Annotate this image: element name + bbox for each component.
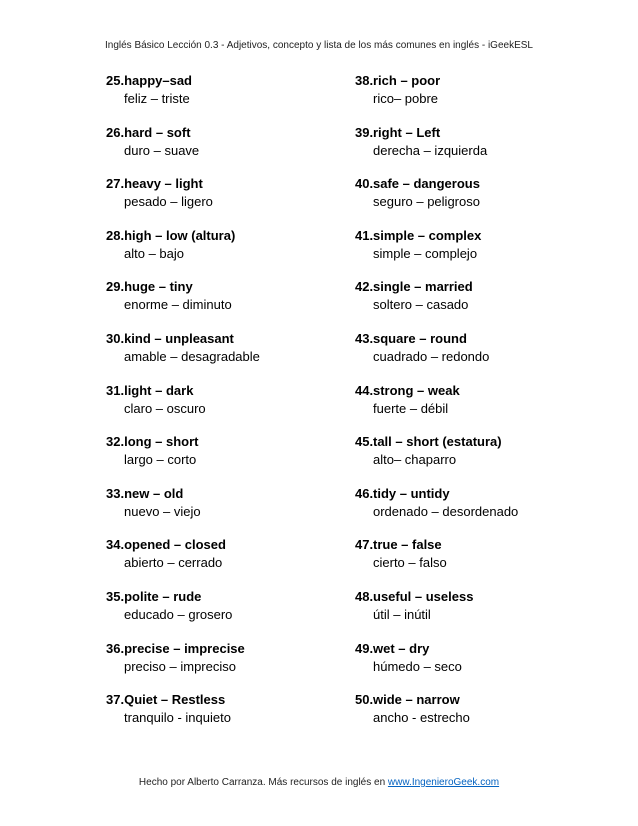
spanish-translation: útil – inútil [373, 606, 431, 622]
english-words: right – Left [373, 124, 441, 140]
spanish-translation: fuerte – débil [373, 400, 449, 416]
spanish-translation: ancho - estrecho [373, 710, 470, 726]
item-number: 39. [355, 124, 374, 140]
adjective-pair [106, 382, 346, 434]
spanish-translation: duro – suave [124, 142, 200, 158]
item-number: 30. [106, 330, 125, 346]
english-pair [355, 588, 595, 606]
spanish-translation: nuevo – viejo [124, 503, 201, 519]
page-header: Inglés Básico Lección 0.3 - Adjetivos, concepto y lista de los más comunes en inglés - iGeekESL [104, 40, 533, 51]
item-number: 35. [106, 588, 125, 604]
adjective-pair [355, 382, 595, 434]
english-pair [106, 588, 346, 606]
english-words: new – old [124, 485, 184, 501]
english-words: high – low (altura) [124, 227, 236, 243]
english-pair [355, 72, 595, 90]
adjective-pair [106, 640, 346, 692]
english-pair [355, 227, 595, 245]
item-number: 27. [106, 176, 125, 192]
item-number: 46. [355, 485, 374, 501]
spanish-translation: simple – complejo [373, 245, 478, 261]
footer-text: Hecho por Alberto Carranza. Más recursos de inglés en [138, 777, 388, 788]
adjective-pair [106, 691, 346, 743]
item-number: 41. [355, 227, 374, 243]
spanish-translation: alto– chaparro [373, 452, 457, 468]
item-number: 40. [355, 176, 374, 192]
item-number: 43. [355, 330, 374, 346]
english-pair [355, 433, 595, 451]
adjective-pair [355, 485, 595, 537]
item-number: 28. [106, 227, 125, 243]
english-pair [355, 330, 595, 348]
item-number: 44. [355, 382, 374, 398]
adjective-pair [355, 330, 595, 382]
adjective-pair [355, 72, 595, 124]
english-words: polite – rude [124, 588, 202, 604]
english-pair [106, 124, 346, 142]
english-words: Quiet – Restless [124, 692, 226, 708]
item-number: 47. [355, 537, 374, 553]
spanish-translation: cuadrado – redondo [373, 348, 490, 364]
english-words: long – short [124, 434, 199, 450]
english-pair [106, 382, 346, 400]
english-words: square – round [373, 330, 467, 346]
spanish-translation: tranquilo - inquieto [124, 710, 231, 726]
item-number: 45. [355, 434, 374, 450]
spanish-translation: ordenado – desordenado [373, 503, 519, 519]
english-words: hard – soft [124, 124, 191, 140]
spanish-translation: soltero – casado [373, 297, 469, 313]
item-number: 48. [355, 588, 374, 604]
item-number: 32. [106, 434, 125, 450]
item-number: 31. [106, 382, 125, 398]
item-number: 36. [106, 640, 125, 656]
english-words: wide – narrow [373, 692, 460, 708]
english-words: useful – useless [373, 588, 474, 604]
spanish-translation: alto – bajo [124, 245, 184, 261]
adjective-pair [106, 227, 346, 279]
adjective-pair [106, 175, 346, 227]
item-number: 49. [355, 640, 374, 656]
english-pair [106, 691, 346, 709]
adjective-pair [106, 485, 346, 537]
page-footer [0, 777, 638, 789]
english-words: true – false [373, 537, 442, 553]
adjective-pair [355, 175, 595, 227]
adjective-pair [106, 588, 346, 640]
english-words: light – dark [124, 382, 194, 398]
adjective-pair [355, 124, 595, 176]
english-words: rich – poor [373, 73, 441, 88]
english-words: strong – weak [373, 382, 460, 398]
spanish-translation: rico– pobre [373, 91, 439, 106]
english-words: opened – closed [124, 537, 226, 553]
english-pair [106, 278, 346, 296]
spanish-translation: abierto – cerrado [124, 555, 223, 571]
adjective-pair [106, 124, 346, 176]
english-words: happy–sad [124, 73, 192, 88]
english-pair [355, 485, 595, 503]
english-pair [106, 640, 346, 658]
english-pair [355, 278, 595, 296]
english-words: kind – unpleasant [124, 330, 234, 346]
adjective-list-right [355, 72, 595, 743]
english-words: wet – dry [373, 640, 430, 656]
adjective-pair [106, 72, 346, 124]
adjective-pair [106, 330, 346, 382]
spanish-translation: enorme – diminuto [124, 297, 232, 313]
spanish-translation: pesado – ligero [124, 194, 213, 210]
adjective-pair [355, 433, 595, 485]
item-number: 33. [106, 485, 125, 501]
spanish-translation: derecha – izquierda [373, 142, 488, 158]
item-number: 34. [106, 537, 125, 553]
english-pair [355, 536, 595, 554]
item-number: 38. [355, 73, 374, 88]
english-pair [106, 227, 346, 245]
english-pair [355, 691, 595, 709]
footer-link[interactable]: www.IngenieroGeek.com [387, 777, 500, 788]
spanish-translation: claro – oscuro [124, 400, 206, 416]
spanish-translation: feliz – triste [124, 91, 190, 106]
english-words: safe – dangerous [373, 176, 480, 192]
english-words: simple – complex [373, 227, 482, 243]
english-pair [106, 536, 346, 554]
adjective-pair [355, 588, 595, 640]
spanish-translation: preciso – impreciso [124, 658, 236, 674]
item-number: 25. [106, 73, 125, 88]
english-words: tall – short (estatura) [373, 434, 502, 450]
spanish-translation: amable – desagradable [124, 348, 260, 364]
adjective-list-left [106, 72, 346, 743]
english-words: single – married [373, 279, 473, 295]
english-pair [106, 330, 346, 348]
adjective-pair [355, 278, 595, 330]
spanish-translation: educado – grosero [124, 606, 233, 622]
item-number: 26. [106, 124, 125, 140]
adjective-pair [355, 536, 595, 588]
adjective-pair [355, 227, 595, 279]
english-pair [355, 175, 595, 193]
adjective-pair [106, 536, 346, 588]
english-pair [106, 175, 346, 193]
english-words: huge – tiny [124, 279, 193, 295]
adjective-pair [106, 433, 346, 485]
english-words: tidy – untidy [373, 485, 450, 501]
english-pair [355, 640, 595, 658]
english-words: precise – imprecise [124, 640, 245, 656]
spanish-translation: largo – corto [124, 452, 197, 468]
spanish-translation: cierto – falso [373, 555, 447, 571]
item-number: 37. [106, 692, 125, 708]
spanish-translation: seguro – peligroso [373, 194, 480, 210]
adjective-pair [355, 691, 595, 743]
english-pair [106, 433, 346, 451]
english-pair [355, 382, 595, 400]
english-pair [355, 124, 595, 142]
english-pair [106, 485, 346, 503]
english-words: heavy – light [124, 176, 203, 192]
spanish-translation: húmedo – seco [373, 658, 462, 674]
adjective-pair [106, 278, 346, 330]
item-number: 29. [106, 279, 125, 295]
adjective-pair [355, 640, 595, 692]
english-pair [106, 72, 346, 90]
item-number: 50. [355, 692, 374, 708]
item-number: 42. [355, 279, 374, 295]
